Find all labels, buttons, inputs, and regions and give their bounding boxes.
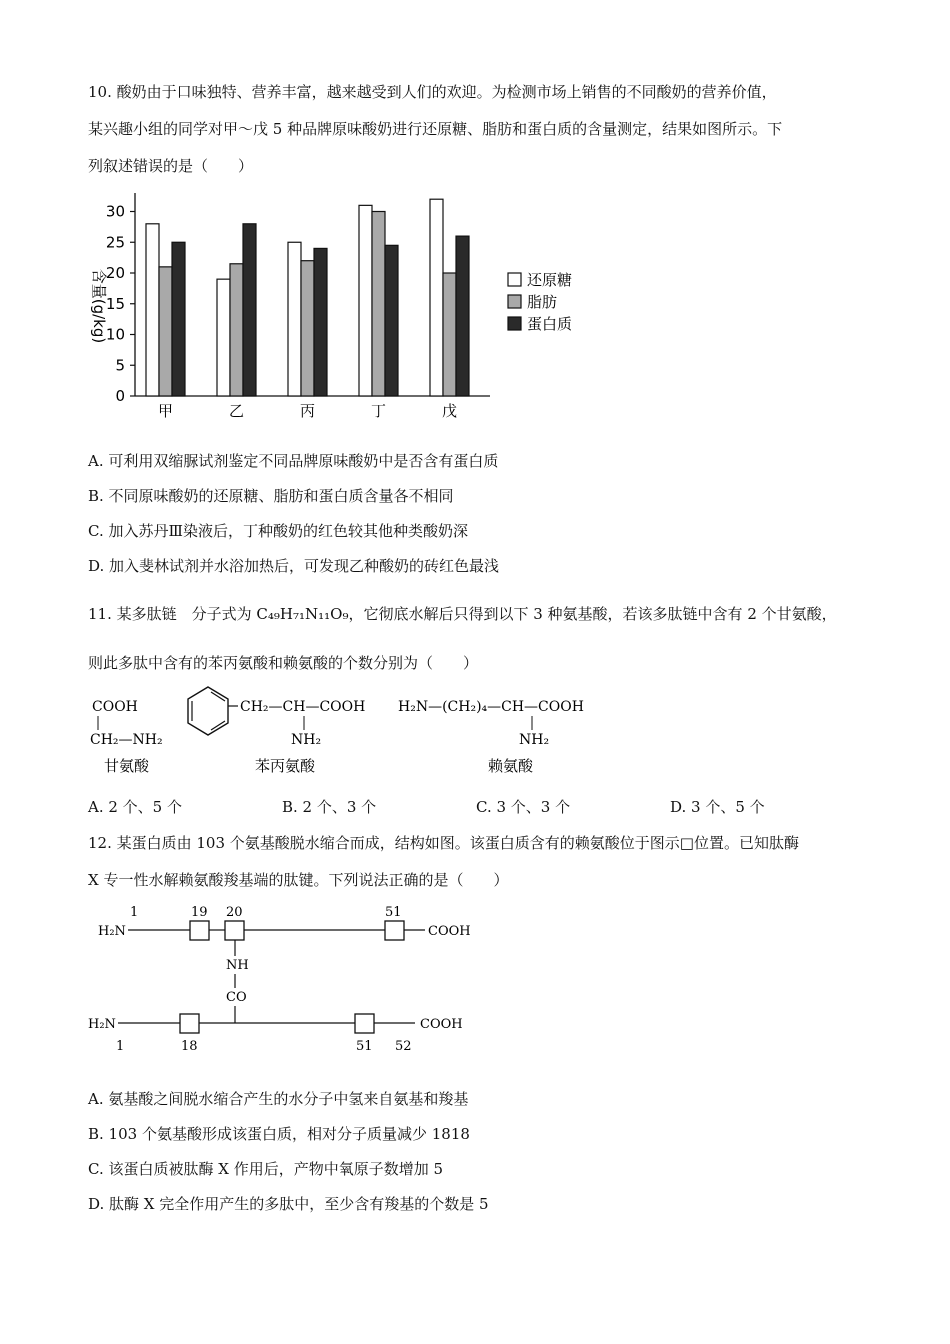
phe-nh2: NH₂	[291, 732, 322, 748]
gly-name: 甘氨酸	[104, 757, 150, 775]
top-label-19: 19	[191, 905, 208, 920]
top-h2n: H₂N	[98, 924, 126, 939]
lysine-box-20	[225, 921, 244, 940]
bar-丙-还原糖	[288, 242, 301, 396]
legend-swatch-脂肪	[508, 295, 521, 308]
q12-option-c[interactable]: C. 该蛋白质被肽酶 X 作用后，产物中氧原子数增加 5	[88, 1160, 444, 1178]
legend-swatch-还原糖	[508, 273, 521, 286]
bar-乙-蛋白质	[243, 224, 256, 396]
lysine-box-bottom-51	[355, 1014, 374, 1033]
y-tick-label: 15	[105, 294, 125, 313]
bar-丙-蛋白质	[314, 248, 327, 396]
top-label-20: 20	[226, 905, 243, 920]
bar-甲-还原糖	[146, 224, 159, 396]
q10-stem-line1: 10. 酸奶由于口味独特、营养丰富，越来越受到人们的欢迎。为检测市场上销售的不同酸奶的营养价值，	[88, 83, 777, 101]
bottom-label-18: 18	[181, 1039, 198, 1054]
lys-name: 赖氨酸	[488, 757, 534, 775]
q11-option-a[interactable]: A. 2 个、5 个	[88, 798, 182, 816]
y-tick-label: 25	[105, 233, 125, 252]
bar-甲-蛋白质	[172, 242, 185, 396]
bar-乙-还原糖	[217, 279, 230, 396]
top-cooh: COOH	[428, 924, 471, 939]
q10-option-c[interactable]: C. 加入苏丹Ⅲ染液后，丁种酸奶的红色较其他种类酸奶深	[88, 522, 468, 540]
bottom-label-52: 52	[395, 1039, 412, 1054]
q10-stem-line2: 某兴趣小组的同学对甲～戊 5 种品牌原味酸奶进行还原糖、脂肪和蛋白质的含量测定，结果如图所示。下	[88, 120, 783, 138]
q11-stem-line1: 11. 某多肽链 分子式为 C₄₉H₇₁N₁₁O₉，它彻底水解后只得到以下 3 种氨基酸，若该多肽链中含有 2 个甘氨酸，	[88, 605, 837, 623]
q12-option-a[interactable]: A. 氨基酸之间脱水缩合产生的水分子中氢来自氨基和羧基	[88, 1090, 469, 1108]
bottom-cooh: COOH	[420, 1017, 463, 1032]
lys-chain: H₂N—(CH₂)₄—CH—COOH	[398, 699, 584, 715]
x-tick-label: 丙	[299, 402, 316, 420]
legend-swatch-蛋白质	[508, 317, 521, 330]
bar-丁-蛋白质	[385, 245, 398, 396]
gly-cooh: COOH	[92, 699, 138, 715]
q11-stem-line2: 则此多肽中含有的苯丙氨酸和赖氨酸的个数分别为（ ）	[88, 654, 479, 672]
top-label-1: 1	[130, 905, 139, 920]
lysine-box-18	[180, 1014, 199, 1033]
x-tick-label: 戊	[441, 402, 458, 420]
q10-stem-line3: 列叙述错误的是（ ）	[88, 157, 254, 175]
q11-option-c[interactable]: C. 3 个、3 个	[476, 798, 571, 816]
q11-option-b[interactable]: B. 2 个、3 个	[282, 798, 377, 816]
bottom-h2n: H₂N	[88, 1017, 116, 1032]
phe-chain: CH₂—CH—COOH	[240, 699, 366, 715]
lysine-box-19	[190, 921, 209, 940]
x-tick-label: 丁	[370, 402, 387, 420]
bar-戊-脂肪	[443, 273, 456, 396]
q12-stem-line1: 12. 某蛋白质由 103 个氨基酸脱水缩合而成，结构如图。该蛋白质含有的赖氨酸位于图示□位置。已知肽酶	[88, 834, 799, 852]
q10-option-b[interactable]: B. 不同原味酸奶的还原糖、脂肪和蛋白质含量各不相同	[88, 487, 454, 505]
bottom-label-51: 51	[356, 1039, 373, 1054]
y-tick-label: 5	[115, 356, 125, 375]
bottom-label-1: 1	[116, 1039, 125, 1054]
q11-amino-acid-structures	[80, 685, 640, 780]
legend-label: 还原糖	[527, 271, 573, 289]
phe-name: 苯丙氨酸	[255, 757, 316, 775]
q12-protein-structure-diagram	[80, 898, 500, 1063]
q10-option-d[interactable]: D. 加入斐林试剂并水浴加热后，可发现乙种酸奶的砖红色最浅	[88, 557, 500, 575]
bar-甲-脂肪	[159, 267, 172, 396]
q12-option-d[interactable]: D. 肽酶 X 完全作用产生的多肽中，至少含有羧基的个数是 5	[88, 1195, 489, 1213]
q11-option-d[interactable]: D. 3 个、5 个	[670, 798, 765, 816]
q12-option-b[interactable]: B. 103 个氨基酸形成该蛋白质，相对分子质量减少 1818	[88, 1125, 470, 1143]
cross-nh: NH	[226, 958, 249, 973]
bar-丙-脂肪	[301, 261, 314, 396]
y-tick-label: 30	[105, 202, 125, 221]
bar-丁-脂肪	[372, 212, 385, 397]
q10-option-a[interactable]: A. 可利用双缩脲试剂鉴定不同品牌原味酸奶中是否含有蛋白质	[88, 452, 499, 470]
bar-丁-还原糖	[359, 205, 372, 396]
benzene-ring-icon	[188, 687, 238, 735]
q12-stem-line2: X 专一性水解赖氨酸羧基端的肽键。下列说法正确的是（ ）	[88, 871, 509, 889]
cross-co: CO	[226, 990, 247, 1005]
bar-戊-蛋白质	[456, 236, 469, 396]
bar-乙-脂肪	[230, 264, 243, 396]
y-tick-label: 0	[115, 387, 125, 405]
gly-ch2-nh2: CH₂—NH₂	[90, 732, 163, 748]
x-tick-label: 甲	[157, 402, 174, 420]
y-tick-label: 10	[105, 325, 125, 344]
legend-label: 脂肪	[527, 293, 558, 311]
lysine-box-top-51	[385, 921, 404, 940]
lys-nh2: NH₂	[519, 732, 550, 748]
q10-bar-chart	[70, 190, 610, 430]
top-label-51: 51	[385, 905, 402, 920]
legend-label: 蛋白质	[527, 315, 573, 333]
y-tick-label: 20	[105, 264, 125, 282]
bar-戊-还原糖	[430, 199, 443, 396]
x-tick-label: 乙	[228, 402, 245, 420]
y-axis-label: 含量(g/kg)	[90, 268, 108, 344]
